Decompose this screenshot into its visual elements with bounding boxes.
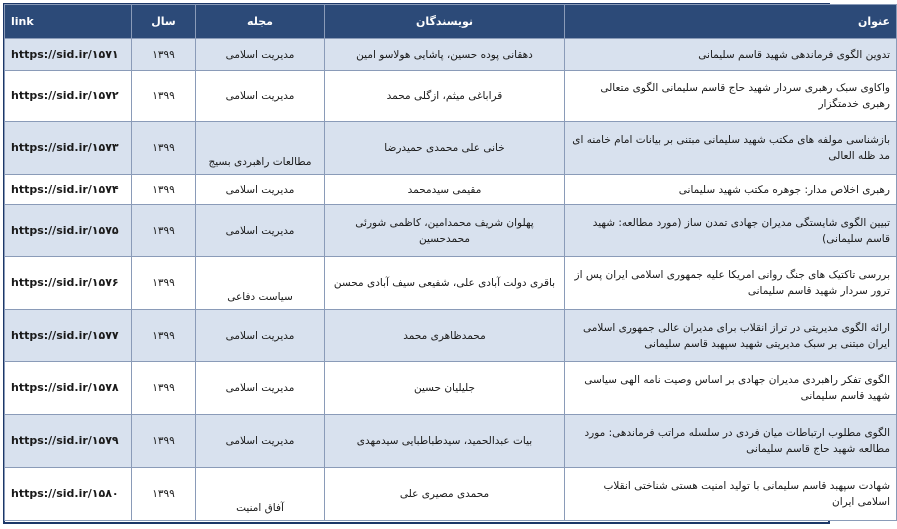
row-journal: مدیریت اسلامی	[196, 205, 325, 257]
row-year: ۱۳۹۹	[132, 362, 196, 415]
row-title: واکاوی سبک رهبری سردار شهید حاج قاسم سلیمانی الگوی متعالی رهبری خدمتگزار	[565, 71, 897, 122]
row-journal: سیاست دفاعی	[196, 257, 325, 310]
header-journal: مجله	[196, 5, 325, 39]
row-authors: جلیلیان حسین	[325, 362, 565, 415]
row-year: ۱۳۹۹	[132, 257, 196, 310]
table-row	[5, 468, 897, 521]
row-journal: مدیریت اسلامی	[196, 71, 325, 122]
row-title: رهبری اخلاص مدار: جوهره مکتب شهید سلیمانی	[565, 175, 897, 205]
table-row	[5, 310, 897, 362]
row-authors: مقیمی سیدمحمد	[325, 175, 565, 205]
table-row	[5, 71, 897, 122]
table-row	[5, 122, 897, 175]
row-link[interactable]: https://sid.ir/۱۵۷۴	[5, 175, 132, 205]
articles-table	[4, 4, 897, 521]
header-year: سال	[132, 5, 196, 39]
row-link[interactable]: https://sid.ir/۱۵۷۲	[5, 71, 132, 122]
row-link[interactable]: https://sid.ir/۱۵۷۶	[5, 257, 132, 310]
row-authors: دهقانی پوده حسین، پاشایی هولاسو امین	[325, 39, 565, 71]
table-row	[5, 257, 897, 310]
row-title: بررسی تاکتیک های جنگ روانی امریکا علیه جمهوری اسلامی ایران پس از ترور سردار شهید قاسم سلیمانی	[565, 257, 897, 310]
row-title: تدوین الگوی فرماندهی شهید قاسم سلیمانی	[565, 39, 897, 71]
row-title: بازشناسی مولفه های مکتب شهید سلیمانی مبتنی بر بیانات امام خامنه ای مد ظله العالی	[565, 122, 897, 175]
row-journal: مدیریت اسلامی	[196, 415, 325, 468]
table-row	[5, 205, 897, 257]
row-authors: بیات عبدالحمید، سیدطباطبایی سیدمهدی	[325, 415, 565, 468]
header-title: عنوان	[565, 5, 897, 39]
row-year: ۱۳۹۹	[132, 415, 196, 468]
row-year: ۱۳۹۹	[132, 122, 196, 175]
row-journal: مدیریت اسلامی	[196, 310, 325, 362]
row-year: ۱۳۹۹	[132, 71, 196, 122]
table-header-row	[5, 5, 897, 39]
table-row	[5, 39, 897, 71]
header-link: link	[5, 5, 132, 39]
row-authors: باقری دولت آبادی علی، شفیعی سیف آبادی محسن	[325, 257, 565, 310]
table-body	[5, 39, 897, 521]
row-title: تبیین الگوی شایستگی مدیران جهادی تمدن ساز (مورد مطالعه: شهید قاسم سلیمانی)	[565, 205, 897, 257]
table-row	[5, 415, 897, 468]
header-authors: نویسندگان	[325, 5, 565, 39]
row-title: ارائه الگوی مدیریتی در تراز انقلاب برای مدیران عالی جمهوری اسلامی ایران مبتنی بر سبک مدیریتی شهید سپهبد قاسم سلیمانی	[565, 310, 897, 362]
row-link[interactable]: https://sid.ir/۱۵۷۱	[5, 39, 132, 71]
row-authors: قراباغی میثم، ازگلی محمد	[325, 71, 565, 122]
row-link[interactable]: https://sid.ir/۱۵۸۰	[5, 468, 132, 521]
row-authors: محمدظاهری محمد	[325, 310, 565, 362]
row-link[interactable]: https://sid.ir/۱۵۷۸	[5, 362, 132, 415]
row-authors: خانی علی محمدی حمیدرضا	[325, 122, 565, 175]
row-year: ۱۳۹۹	[132, 175, 196, 205]
row-link[interactable]: https://sid.ir/۱۵۷۹	[5, 415, 132, 468]
row-journal: مطالعات راهبردی بسیج	[196, 122, 325, 175]
row-link[interactable]: https://sid.ir/۱۵۷۳	[5, 122, 132, 175]
row-journal: آفاق امنیت	[196, 468, 325, 521]
row-journal: مدیریت اسلامی	[196, 39, 325, 71]
row-title: الگوی مطلوب ارتباطات میان فردی در سلسله مراتب فرماندهی: مورد مطالعه شهید حاج قاسم سلیمانی	[565, 415, 897, 468]
row-journal: مدیریت اسلامی	[196, 175, 325, 205]
table-row	[5, 175, 897, 205]
row-authors: پهلوان شریف محمدامین، کاظمی شورئی محمدحسین	[325, 205, 565, 257]
table-row	[5, 362, 897, 415]
row-link[interactable]: https://sid.ir/۱۵۷۷	[5, 310, 132, 362]
row-title: الگوی تفکر راهبردی مدیران جهادی بر اساس وصیت نامه الهی سیاسی شهید قاسم سلیمانی	[565, 362, 897, 415]
row-authors: محمدی مصیری علی	[325, 468, 565, 521]
row-year: ۱۳۹۹	[132, 310, 196, 362]
row-title: شهادت سپهبد قاسم سلیمانی با تولید امنیت هستی شناختی انقلاب اسلامی ایران	[565, 468, 897, 521]
row-year: ۱۳۹۹	[132, 39, 196, 71]
row-link[interactable]: https://sid.ir/۱۵۷۵	[5, 205, 132, 257]
row-journal: مدیریت اسلامی	[196, 362, 325, 415]
row-year: ۱۳۹۹	[132, 468, 196, 521]
row-year: ۱۳۹۹	[132, 205, 196, 257]
